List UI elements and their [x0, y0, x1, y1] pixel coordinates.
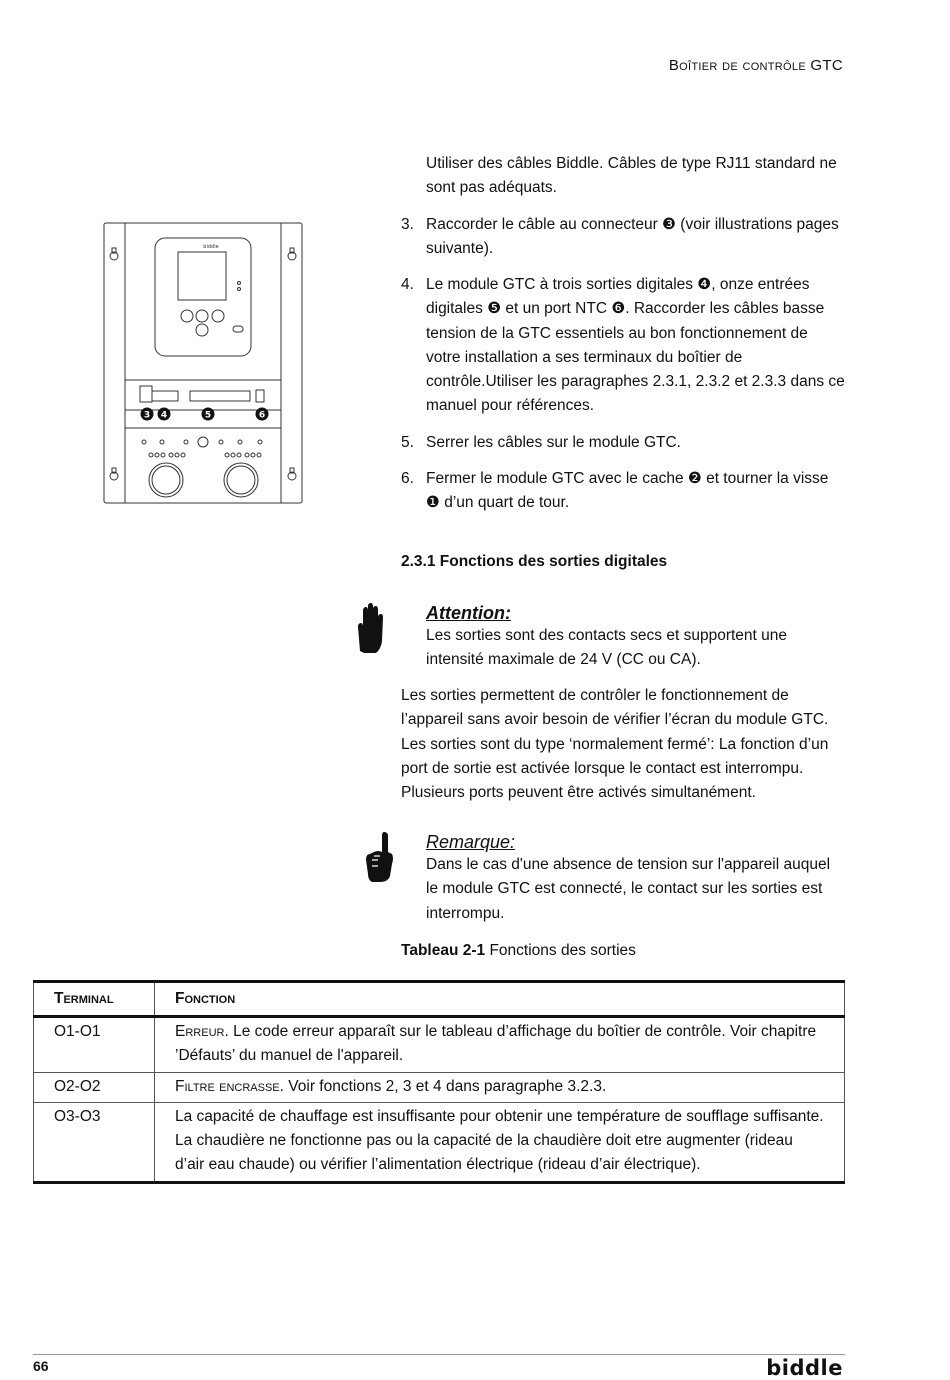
- table-header-row: [34, 982, 845, 1017]
- remark-text: Dans le cas d'une absence de tension sur l'appareil auquel le module GTC est connecté, le contact sur les sorties est interrompu.: [426, 856, 831, 922]
- step-number: 3.: [401, 216, 414, 233]
- pointing-hand-icon: [364, 830, 396, 884]
- function-cell: [155, 1102, 845, 1182]
- callout-label: 6: [258, 410, 266, 421]
- section-heading: 2.3.1 Fonctions des sorties digitales: [401, 553, 668, 570]
- terminal-cell: O2-O2: [34, 1072, 155, 1102]
- function-term: Erreur.: [175, 1023, 229, 1040]
- callout-label: 3: [143, 410, 151, 421]
- hand-stop-icon: [354, 603, 384, 655]
- step-text: Fermer le module GTC avec le cache ❷ et tourner la visse ❶ d’un quart de tour.: [426, 470, 829, 512]
- gtc-device-illustration: [100, 218, 306, 508]
- step-number: 4.: [401, 276, 414, 293]
- step-number: 5.: [401, 434, 414, 451]
- remark-title: Remarque:: [426, 832, 516, 852]
- brand-logo: biddle: [766, 1356, 843, 1380]
- page-number: 66: [33, 1358, 49, 1374]
- header-terminal: Terminal: [34, 982, 155, 1017]
- function-cell: [155, 1072, 845, 1102]
- header-fonction: Fonction: [155, 982, 845, 1017]
- callout-label: 5: [204, 410, 212, 421]
- outputs-paragraph: Les sorties permettent de contrôler le fonctionnement de l’appareil sans avoir besoin de vérifier l’écran du module GTC. Les sorties sont du type ‘normalement fermé’: La fonction d’un port de sortie est activée lorsque le contact est interrompu. Plusieurs ports peuvent être activés simultanément.: [401, 687, 829, 802]
- device-logo: biddle: [203, 244, 219, 250]
- terminal-cell: O1-O1: [34, 1017, 155, 1073]
- function-desc: Le code erreur apparaît sur le tableau d’affichage du boîtier de contrôle. Voir chapitre ’Défauts’ du manuel de l'appareil.: [175, 1023, 817, 1065]
- function-desc: La capacité de chauffage est insuffisante pour obtenir une température de soufflage suffisante. La chaudière ne fonctionne pas ou la capacité de la chaudière doit etre augmenter (rideau d’air eau chaude) ou vérifier l’alimentation électrique (rideau d’air électrique).: [175, 1107, 824, 1174]
- function-cell: [155, 1017, 845, 1073]
- attention-title: Attention:: [426, 603, 511, 623]
- table-caption-label: Tableau 2-1: [401, 942, 486, 959]
- function-desc: Voir fonctions 2, 3 et 4 dans paragraphe 3.2.3.: [288, 1077, 607, 1095]
- running-header: Boîtier de contrôle GTC: [668, 57, 843, 74]
- function-term: Filtre encrasse.: [175, 1077, 284, 1095]
- step-text: Serrer les câbles sur le module GTC.: [426, 434, 681, 451]
- terminal-cell: O3-O3: [34, 1102, 155, 1182]
- table-row: [34, 1102, 845, 1182]
- intro-text: Utiliser des câbles Biddle. Câbles de type RJ11 standard ne sont pas adéquats.: [426, 155, 837, 197]
- table-caption-text: Fonctions des sorties: [489, 942, 636, 959]
- step-text: Raccorder le câble au connecteur ❸ (voir illustrations pages suivante).: [426, 216, 839, 258]
- step-number: 6.: [401, 470, 414, 487]
- outputs-table: [33, 980, 845, 1184]
- attention-text: Les sorties sont des contacts secs et supportent une intensité maximale de 24 V (CC ou CA).: [426, 627, 788, 669]
- table-caption: [401, 942, 636, 960]
- table-row: [34, 1072, 845, 1102]
- step-text: Le module GTC à trois sorties digitales ❹, onze entrées digitales ❺ et un port NTC ❻. Raccorder les câbles basse tension de la GTC essentiels au bon fonctionnement de votre installation a ses terminaux du boîtier de contrôle.Utiliser les paragraphes 2.3.1, 2.3.2 et 2.3.3 dans ce manuel pour références.: [426, 276, 845, 415]
- callout-label: 4: [160, 410, 168, 421]
- footer-divider: [33, 1354, 845, 1355]
- table-row: [34, 1017, 845, 1073]
